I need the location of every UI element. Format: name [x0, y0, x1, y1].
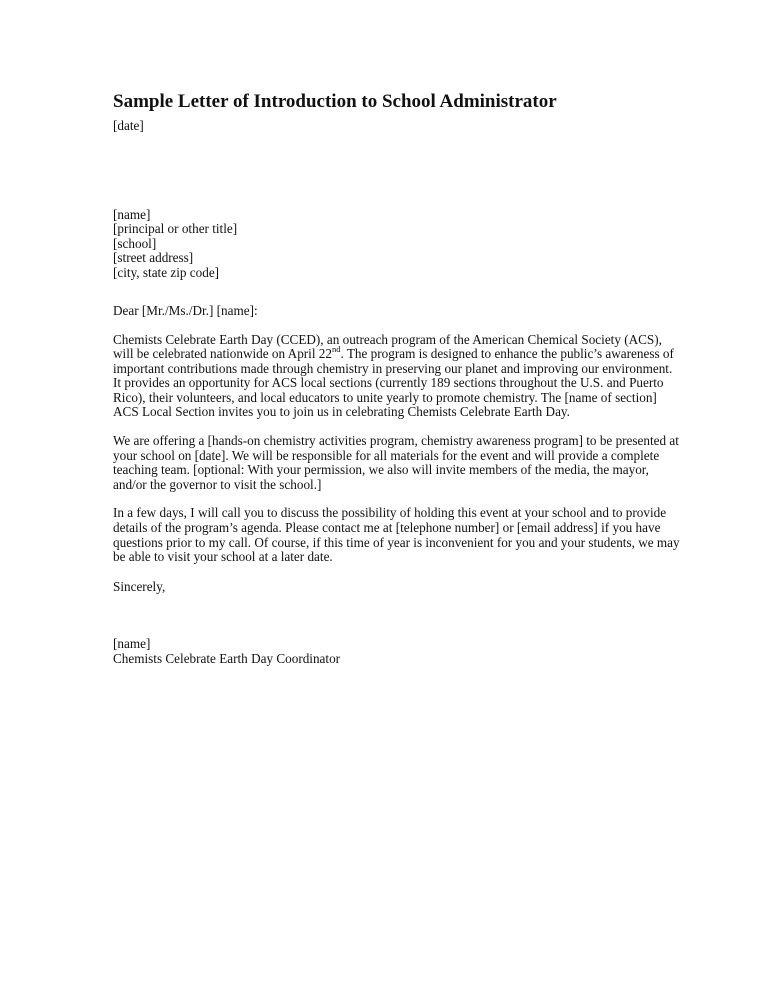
recipient-name: [name] [113, 206, 151, 222]
paragraph-line: It provides an opportunity for ACS local sections (currently 189 sections throughout the U.S. and Puerto [113, 375, 664, 391]
ordinal-superscript: nd [332, 343, 341, 354]
paragraph-line: Rico), their volunteers, and local educators to unite yearly to promote chemistry. The [name of section] [113, 389, 657, 405]
letter-date: [date] [113, 118, 144, 133]
paragraph-line: ACS Local Section invites you to join us in celebrating Chemists Celebrate Earth Day. [113, 404, 570, 420]
paragraph-line-part: . The program is designed to enhance the public’s awareness of [340, 346, 674, 362]
paragraph-intro [113, 333, 673, 421]
recipient-title: [principal or other title] [113, 221, 238, 236]
paragraph-line: your school on [date]. We will be responsible for all materials for the event and will provide a complete [113, 447, 660, 463]
salutation: Dear [Mr./Ms./Dr.] [name]: [113, 303, 258, 318]
paragraph-line-part: will be celebrated nationwide on April 22 [113, 346, 332, 362]
paragraph-line: In a few days, I will call you to discuss the possibility of holding this event at your school and to provide [113, 505, 667, 521]
signature-block [113, 637, 673, 666]
paragraph-followup [113, 505, 680, 565]
signature-title: Chemists Celebrate Earth Day Coordinator [113, 650, 341, 666]
paragraph-line: important contributions made through chemistry in preserving our planet and improving our environment. [113, 360, 673, 376]
recipient-school: [school] [113, 235, 157, 251]
recipient-street-address: [street address] [113, 250, 194, 265]
recipient-address-block [113, 208, 673, 281]
closing: Sincerely, [113, 578, 166, 594]
paragraph-line: teaching team. [optional: With your permission, we also will invite members of the media, the mayor, [113, 462, 649, 478]
paragraph-line: Chemists Celebrate Earth Day (CCED), an outreach program of the American Chemical Society (ACS), [113, 331, 662, 347]
paragraph-line: be able to visit your school at a later date. [113, 549, 333, 565]
paragraph-line: details of the program’s agenda. Please contact me at [telephone number] or [email address] if you have [113, 520, 661, 536]
recipient-city-state-zip: [city, state zip code] [113, 264, 220, 280]
signature-name: [name] [113, 636, 151, 652]
paragraph-line: We are offering a [hands-on chemistry activities program, chemistry awareness program] to be presented at [113, 433, 679, 449]
letter-title: Sample Letter of Introduction to School Administrator [113, 91, 557, 112]
paragraph-line: and/or the governor to visit the school.] [113, 476, 322, 492]
paragraph-offer [113, 433, 679, 492]
paragraph-line [113, 343, 674, 362]
paragraph-line: questions prior to my call. Of course, if this time of year is inconvenient for you and your students, we may [113, 534, 680, 550]
letter-body [113, 91, 680, 666]
